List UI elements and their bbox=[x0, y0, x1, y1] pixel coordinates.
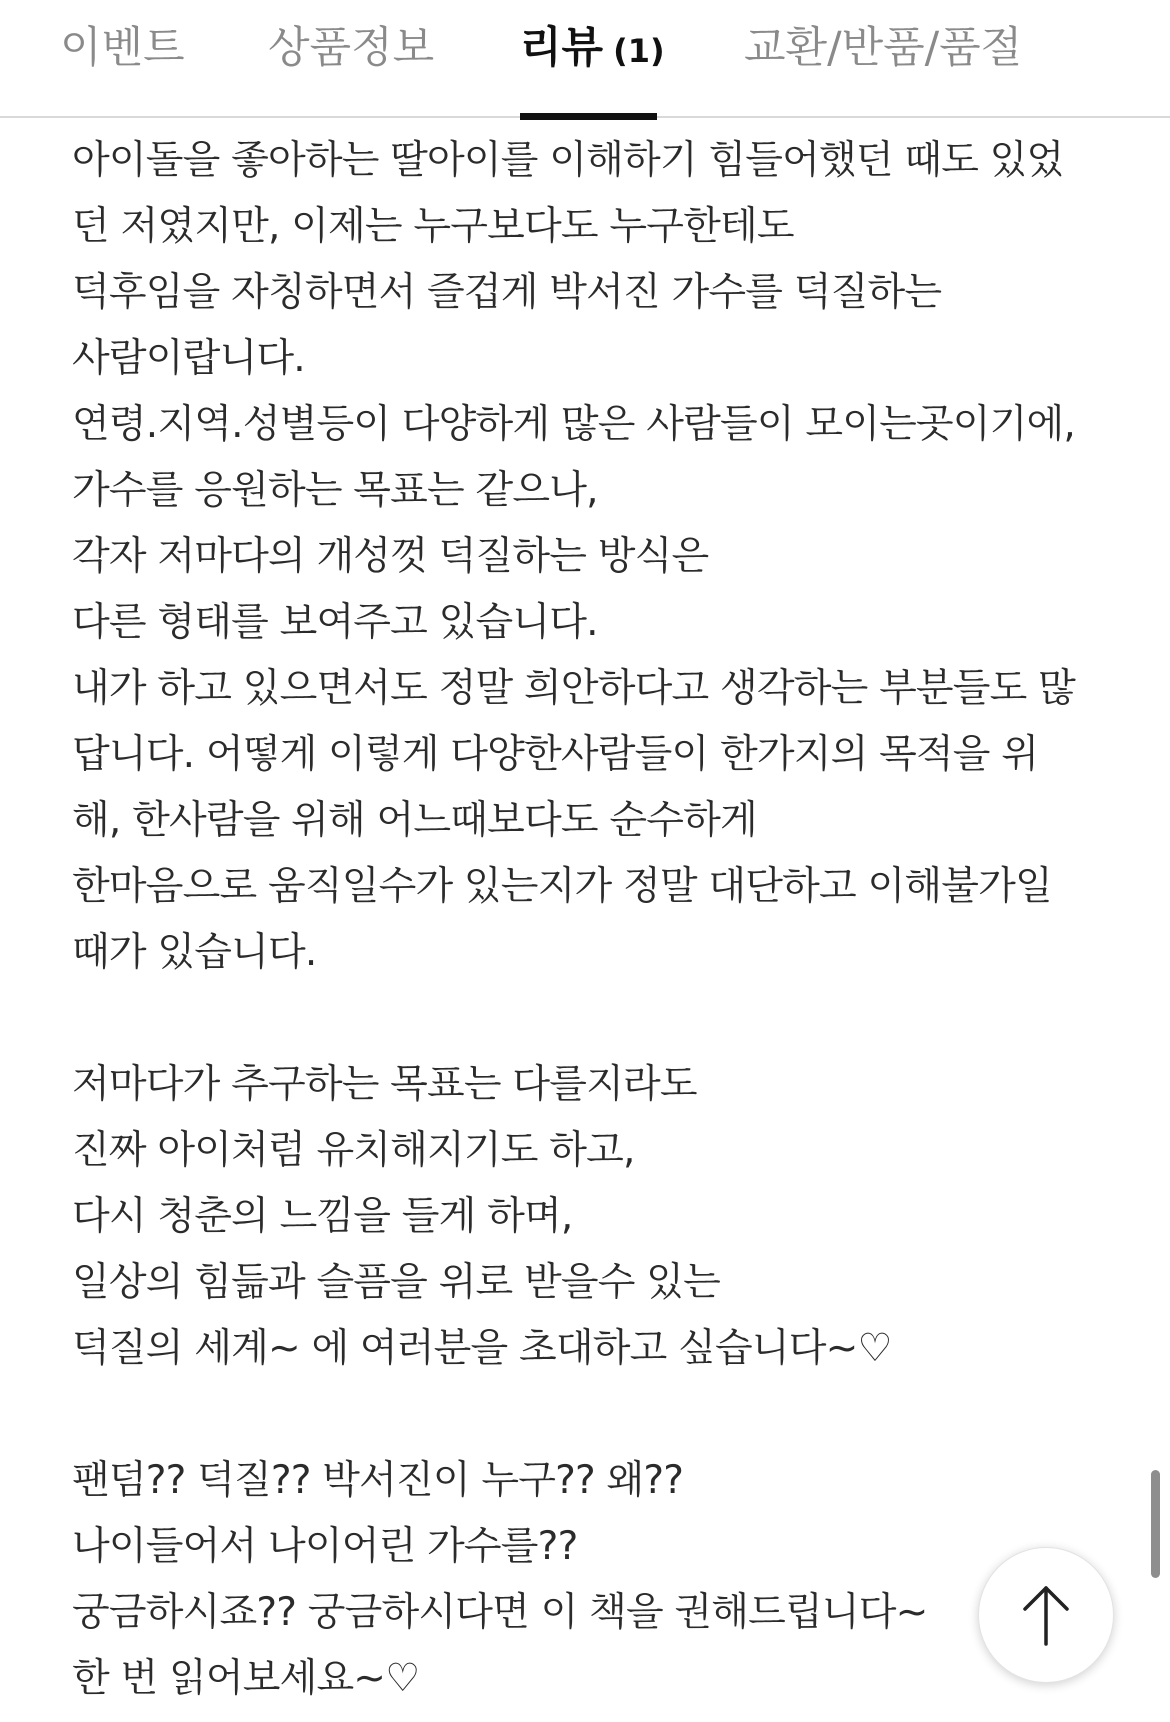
review-text-line: 답니다. 어떻게 이렇게 다양한사람들이 한가지의 목적을 위 bbox=[72, 732, 1039, 777]
tab-exchange-return-label: 교환/반품/품절 bbox=[744, 23, 1023, 73]
review-text-line: 한마음으로 움직일수가 있는지가 정말 대단하고 이해불가일 bbox=[72, 864, 1052, 909]
review-text-line: 가수를 응원하는 목표는 같으나, bbox=[72, 468, 598, 513]
tab-product-info-label: 상품정보 bbox=[268, 23, 435, 73]
review-text-line: 저마다가 추구하는 목표는 다를지라도 bbox=[72, 1062, 697, 1107]
review-blank-line bbox=[72, 986, 1102, 1052]
review-text-line: 덕후임을 자칭하면서 즐겁게 박서진 가수를 덕질하는 bbox=[72, 270, 942, 315]
review-text-line: 내가 하고 있으면서도 정말 희안하다고 생각하는 부분들도 많 bbox=[72, 666, 1076, 711]
review-text-line: 해, 한사람을 위해 어느때보다도 순수하게 bbox=[72, 798, 757, 843]
arrow-up-icon bbox=[1017, 1584, 1075, 1646]
tab-review-count: (1) bbox=[613, 32, 665, 70]
review-text-line: 각자 저마다의 개성껏 덕질하는 방식은 bbox=[72, 534, 709, 579]
review-text-line: 일상의 힘듦과 슬픔을 위로 받을수 있는 bbox=[72, 1260, 720, 1305]
review-text-line: 다른 형태를 보여주고 있습니다. bbox=[72, 600, 598, 645]
review-text-line: 진짜 아이처럼 유치해지기도 하고, bbox=[72, 1128, 635, 1173]
tab-review-label: 리뷰 bbox=[520, 23, 604, 73]
review-blank-line bbox=[72, 1382, 1102, 1448]
tab-event-label: 이벤트 bbox=[60, 23, 185, 73]
review-text-line: 덕질의 세계~ 에 여러분을 초대하고 싶습니다~♡ bbox=[72, 1326, 892, 1371]
scrollbar-thumb[interactable] bbox=[1151, 1470, 1160, 1578]
review-text-line: 아이돌을 좋아하는 딸아이를 이해하기 힘들어했던 때도 있었 bbox=[72, 138, 1064, 183]
review-text-line: 다시 청춘의 느낌을 들게 하며, bbox=[72, 1194, 573, 1239]
review-text-line: 사람이랍니다. bbox=[72, 336, 305, 381]
review-content bbox=[72, 128, 1102, 1712]
review-text-line: 던 저였지만, 이제는 누구보다도 누구한테도 bbox=[72, 204, 794, 249]
review-text-line: 팬덤?? 덕질?? 박서진이 누구?? 왜?? bbox=[72, 1458, 684, 1503]
review-text-line: 궁금하시죠?? 궁금하시다면 이 책을 권해드립니다~ bbox=[72, 1590, 928, 1635]
review-text-line: 한 번 읽어보세요~♡ bbox=[72, 1656, 420, 1701]
tab-bar bbox=[0, 0, 1170, 118]
tab-product-info[interactable] bbox=[268, 18, 434, 118]
review-text-line: 연령.지역.성별등이 다양하게 많은 사람들이 모이는곳이기에, bbox=[72, 402, 1076, 447]
tab-exchange-return[interactable] bbox=[744, 18, 1022, 118]
scroll-to-top-button[interactable] bbox=[978, 1547, 1114, 1683]
review-text-line: 때가 있습니다. bbox=[72, 930, 317, 975]
tab-review[interactable] bbox=[520, 18, 665, 118]
tab-event[interactable] bbox=[60, 18, 185, 118]
review-text-line: 나이들어서 나이어린 가수를?? bbox=[72, 1524, 578, 1569]
active-tab-indicator bbox=[520, 113, 657, 120]
